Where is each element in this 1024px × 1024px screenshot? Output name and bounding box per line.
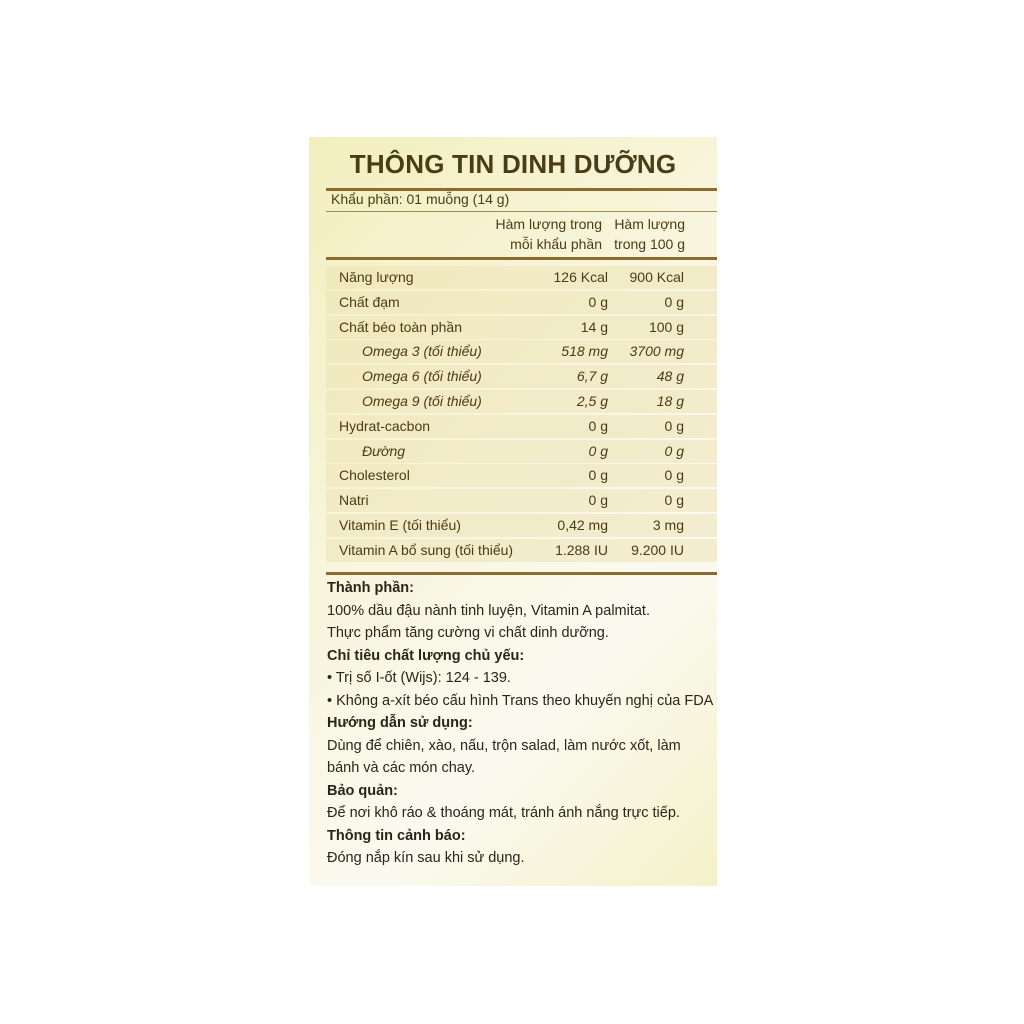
table-row bbox=[326, 464, 717, 487]
nutrient-name: Natri bbox=[339, 492, 369, 509]
nutrition-title: THÔNG TIN DINH DƯỠNG bbox=[349, 149, 677, 179]
product-info bbox=[327, 577, 712, 870]
nutrient-name: Vitamin E (tối thiểu) bbox=[339, 516, 461, 533]
table-row bbox=[326, 365, 717, 388]
table-row bbox=[326, 489, 717, 512]
quality-item: • Không a-xít béo cấu hình Trans theo khuyến nghị của FDA bbox=[327, 692, 714, 709]
ingredients-line: 100% dầu đậu nành tinh luyện, Vitamin A palmitat. bbox=[327, 602, 650, 619]
per-100g-value: 0 g bbox=[664, 492, 684, 509]
per-serving-value: 126 Kcal bbox=[553, 269, 608, 285]
per-serving-value: 0 g bbox=[588, 492, 608, 509]
per-100g-value: 0 g bbox=[664, 442, 684, 459]
column-header-per-serving-line2: mỗi khẩu phần bbox=[510, 236, 602, 252]
table-row bbox=[326, 390, 717, 413]
quality-heading: Chỉ tiêu chất lượng chủ yếu: bbox=[327, 647, 525, 664]
per-100g-value: 3700 mg bbox=[629, 343, 684, 360]
per-100g-value: 48 g bbox=[656, 368, 684, 385]
header-divider bbox=[326, 257, 717, 260]
per-serving-value: 14 g bbox=[580, 318, 608, 335]
usage-text: Dùng để chiên, xào, nấu, trộn salad, làm nước xốt, làm bánh và các món chay. bbox=[327, 737, 681, 776]
storage-text: Để nơi khô ráo & thoáng mát, tránh ánh nắng trực tiếp. bbox=[327, 805, 680, 821]
quality-item: • Trị số I-ốt (Wijs): 124 - 139. bbox=[327, 670, 511, 686]
table-row bbox=[326, 266, 717, 289]
per-serving-value: 0 g bbox=[588, 417, 608, 434]
warning-text: Đóng nắp kín sau khi sử dụng. bbox=[327, 850, 525, 866]
per-serving-value: 518 mg bbox=[561, 343, 608, 360]
column-header-per-serving bbox=[459, 214, 602, 254]
per-100g-value: 9.200 IU bbox=[631, 541, 684, 558]
nutrient-name: Chất béo toàn phần bbox=[339, 318, 462, 335]
table-row bbox=[326, 440, 717, 463]
usage-heading: Hướng dẫn sử dụng: bbox=[327, 715, 473, 731]
per-serving-value: 6,7 g bbox=[576, 368, 608, 385]
per-serving-value: 2,5 g bbox=[576, 392, 608, 409]
per-100g-value: 0 g bbox=[664, 293, 684, 310]
table-row bbox=[326, 340, 717, 363]
per-serving-value: 0 g bbox=[588, 293, 608, 310]
nutrient-name: Hydrat-cacbon bbox=[339, 417, 431, 434]
per-100g-value: 0 g bbox=[664, 467, 684, 484]
nutrition-table bbox=[326, 266, 717, 562]
nutrient-name: Omega 9 (tối thiểu) bbox=[362, 392, 482, 409]
per-100g-value: 900 Kcal bbox=[629, 269, 684, 285]
per-serving-value: 0 g bbox=[588, 467, 608, 484]
table-row bbox=[326, 316, 717, 339]
nutrient-name: Omega 3 (tối thiểu) bbox=[362, 343, 482, 360]
per-100g-value: 0 g bbox=[664, 417, 684, 434]
column-header-per-100g-line2: trong 100 g bbox=[614, 236, 685, 252]
nutrient-name: Vitamin A bổ sung (tối thiểu) bbox=[339, 541, 514, 558]
per-100g-value: 18 g bbox=[656, 392, 684, 409]
table-row bbox=[326, 291, 717, 314]
column-header-per-serving-line1: Hàm lượng trong bbox=[495, 216, 602, 232]
nutrient-name: Đường bbox=[362, 442, 406, 459]
table-row bbox=[326, 415, 717, 438]
warning-heading: Thông tin cảnh báo: bbox=[327, 827, 466, 844]
per-serving-value: 0 g bbox=[588, 442, 608, 459]
per-100g-value: 100 g bbox=[648, 318, 684, 335]
nutrient-name: Chất đạm bbox=[339, 293, 400, 310]
column-header-per-100g bbox=[609, 214, 685, 254]
ingredients-line: Thực phẩm tăng cường vi chất dinh dưỡng. bbox=[327, 625, 609, 641]
ingredients-heading: Thành phần: bbox=[327, 580, 414, 596]
column-header-per-100g-line1: Hàm lượng bbox=[614, 216, 685, 232]
table-row bbox=[326, 514, 717, 537]
per-100g-value: 3 mg bbox=[652, 516, 684, 533]
nutrient-name: Cholesterol bbox=[339, 467, 410, 484]
table-bottom-divider bbox=[326, 572, 717, 575]
nutrient-name: Năng lượng bbox=[339, 269, 414, 285]
per-serving-value: 0,42 mg bbox=[557, 516, 608, 533]
nutrient-name: Omega 6 (tối thiểu) bbox=[362, 368, 482, 385]
table-row bbox=[326, 539, 717, 562]
storage-heading: Bảo quản: bbox=[327, 782, 398, 799]
nutrition-label bbox=[309, 137, 717, 886]
per-serving-value: 1.288 IU bbox=[555, 541, 608, 558]
serving-size: Khẩu phần: 01 muỗng (14 g) bbox=[331, 191, 510, 207]
serving-divider bbox=[326, 211, 717, 212]
